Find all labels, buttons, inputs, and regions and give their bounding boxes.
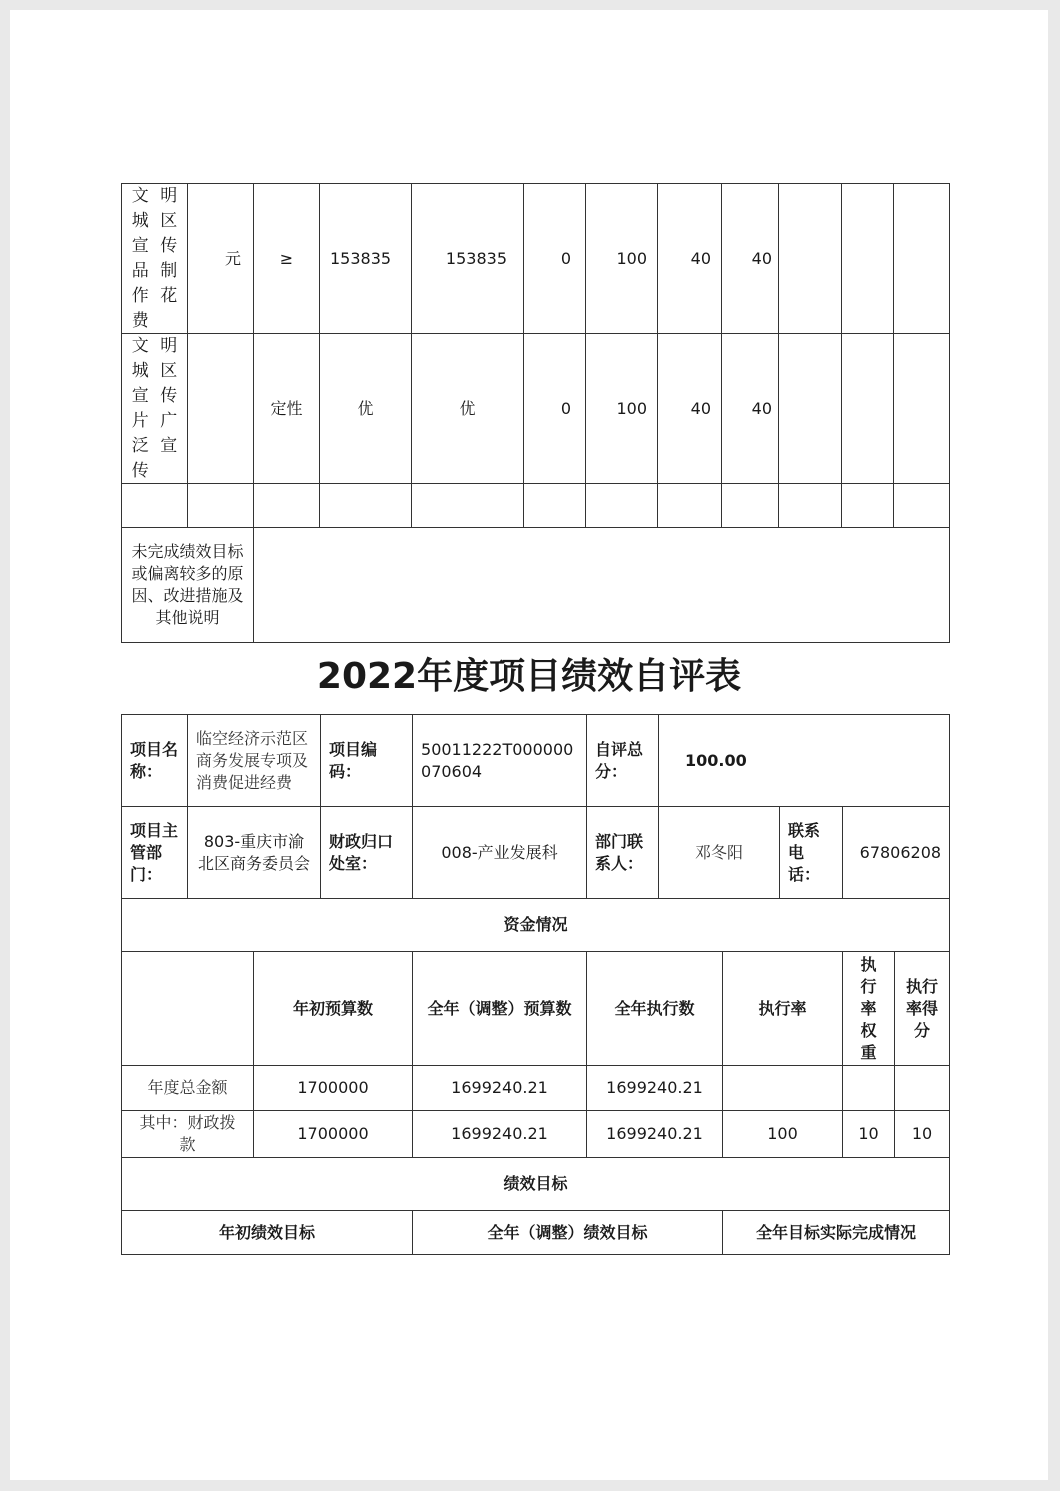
fund-score: 10 bbox=[895, 1111, 950, 1158]
header-rate-weight: 执行率权重 bbox=[843, 952, 895, 1066]
empty-cell bbox=[779, 184, 842, 334]
table-row bbox=[122, 807, 950, 899]
phone-value: 67806208 bbox=[843, 807, 950, 899]
empty-cell bbox=[320, 484, 412, 528]
fund-initial: 1700000 bbox=[254, 1111, 413, 1158]
finance-office-value: 008-产业发展科 bbox=[413, 807, 587, 899]
fund-rate: 100 bbox=[723, 1111, 843, 1158]
empty-cell bbox=[894, 334, 950, 484]
remark-value bbox=[254, 528, 950, 643]
actual-value-cell: 优 bbox=[412, 334, 524, 484]
completion-rate-cell: 100 bbox=[586, 184, 658, 334]
table-row bbox=[122, 334, 950, 484]
fund-adjusted: 1699240.21 bbox=[413, 1111, 587, 1158]
empty-cell bbox=[722, 484, 779, 528]
finance-office-label: 财政归口处室： bbox=[321, 807, 413, 899]
target-value-cell: 153835 bbox=[320, 184, 412, 334]
empty-cell bbox=[122, 484, 188, 528]
document-page bbox=[10, 10, 1048, 1480]
goals-section-title: 绩效目标 bbox=[122, 1158, 950, 1211]
deviation-cell: 0 bbox=[524, 334, 586, 484]
fund-executed: 1699240.21 bbox=[587, 1066, 723, 1111]
table-row bbox=[122, 1158, 950, 1211]
self-score-label: 自评总分： bbox=[587, 715, 659, 807]
empty-cell bbox=[122, 952, 254, 1066]
unit-cell bbox=[188, 334, 254, 484]
empty-cell bbox=[412, 484, 524, 528]
table-row bbox=[122, 715, 950, 807]
empty-cell bbox=[894, 184, 950, 334]
dept-label: 项目主管部门： bbox=[122, 807, 188, 899]
fund-weight: 10 bbox=[843, 1111, 895, 1158]
actual-value-cell: 153835 bbox=[412, 184, 524, 334]
operator-cell: 定性 bbox=[254, 334, 320, 484]
table-row bbox=[122, 899, 950, 952]
empty-cell bbox=[842, 484, 894, 528]
project-name-label: 项目名称： bbox=[122, 715, 188, 807]
score-cell: 40 bbox=[722, 184, 779, 334]
operator-cell: ≥ bbox=[254, 184, 320, 334]
empty-cell bbox=[779, 484, 842, 528]
fund-weight bbox=[843, 1066, 895, 1111]
fund-row-label: 年度总金额 bbox=[122, 1066, 254, 1111]
table-row bbox=[122, 184, 950, 334]
project-name-value: 临空经济示范区商务发展专项及消费促进经费 bbox=[188, 715, 321, 807]
completion-rate-cell: 100 bbox=[586, 334, 658, 484]
project-code-label: 项目编码： bbox=[321, 715, 413, 807]
table-row bbox=[122, 952, 950, 1066]
empty-cell bbox=[842, 184, 894, 334]
header-adjusted-goal: 全年（调整）绩效目标 bbox=[413, 1211, 723, 1255]
fund-initial: 1700000 bbox=[254, 1066, 413, 1111]
weight-cell: 40 bbox=[658, 334, 722, 484]
target-value-cell: 优 bbox=[320, 334, 412, 484]
phone-label: 联系电话： bbox=[780, 807, 843, 899]
empty-cell bbox=[894, 484, 950, 528]
empty-cell bbox=[254, 484, 320, 528]
project-code-value: 50011222T000000070604 bbox=[413, 715, 587, 807]
empty-cell bbox=[188, 484, 254, 528]
weight-cell: 40 bbox=[658, 184, 722, 334]
funds-section-title: 资金情况 bbox=[122, 899, 950, 952]
indicator-name-cell: 文 明 城 区 宣 传 品 制 作 花 费 bbox=[122, 184, 188, 334]
evaluation-table bbox=[121, 714, 950, 1255]
fund-score bbox=[895, 1066, 950, 1111]
self-score-value: 100.00 bbox=[659, 715, 950, 807]
table-row bbox=[122, 484, 950, 528]
deviation-cell: 0 bbox=[524, 184, 586, 334]
empty-cell bbox=[779, 334, 842, 484]
indicator-table bbox=[121, 183, 950, 643]
indicator-name-cell: 文 明 城 区 宣 传 片 广 泛 宣 传 bbox=[122, 334, 188, 484]
unit-cell: 元 bbox=[188, 184, 254, 334]
header-adjusted-budget: 全年（调整）预算数 bbox=[413, 952, 587, 1066]
contact-value: 邓冬阳 bbox=[659, 807, 780, 899]
header-rate-score: 执行率得分 bbox=[895, 952, 950, 1066]
empty-cell bbox=[586, 484, 658, 528]
fund-executed: 1699240.21 bbox=[587, 1111, 723, 1158]
empty-cell bbox=[524, 484, 586, 528]
fund-rate bbox=[723, 1066, 843, 1111]
header-initial-goal: 年初绩效目标 bbox=[122, 1211, 413, 1255]
table-row bbox=[122, 1066, 950, 1111]
header-executed: 全年执行数 bbox=[587, 952, 723, 1066]
score-cell: 40 bbox=[722, 334, 779, 484]
page-title: 2022年度项目绩效自评表 bbox=[316, 656, 742, 697]
header-exec-rate: 执行率 bbox=[723, 952, 843, 1066]
table-row bbox=[122, 528, 950, 643]
fund-row-label: 其中：财政拨款 bbox=[122, 1111, 254, 1158]
header-actual-completion: 全年目标实际完成情况 bbox=[723, 1211, 950, 1255]
table-row bbox=[122, 1211, 950, 1255]
contact-label: 部门联系人： bbox=[587, 807, 659, 899]
table-row bbox=[122, 1111, 950, 1158]
remark-label: 未完成绩效目标或偏离较多的原因、改进措施及其他说明 bbox=[122, 528, 254, 643]
dept-value: 803-重庆市渝北区商务委员会 bbox=[188, 807, 321, 899]
empty-cell bbox=[842, 334, 894, 484]
fund-adjusted: 1699240.21 bbox=[413, 1066, 587, 1111]
header-initial-budget: 年初预算数 bbox=[254, 952, 413, 1066]
empty-cell bbox=[658, 484, 722, 528]
